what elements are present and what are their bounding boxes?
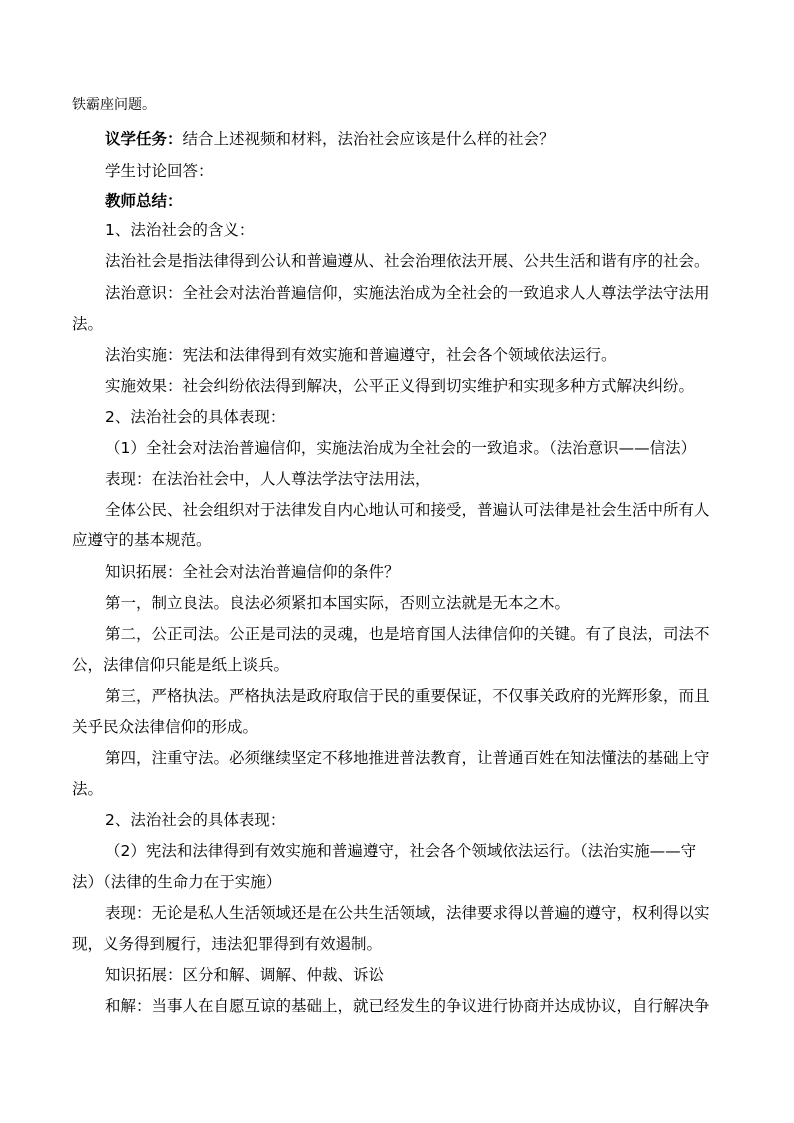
task-text: 结合上述视频和材料，法治社会应该是什么样的社会？ xyxy=(182,130,555,148)
line-knowledge-2: 知识拓展：区分和解、调解、仲裁、诉讼 xyxy=(105,966,385,984)
line-second-cont: 公，法律信仰只能是纸上谈兵。 xyxy=(72,656,290,674)
line-awareness-cont: 法。 xyxy=(72,315,104,333)
line-summary-heading: 教师总结： xyxy=(105,192,183,210)
line-effect: 实施效果：社会纠纷依法得到解决，公平正义得到切实维护和实现多种方式解决纠纷。 xyxy=(105,377,695,395)
line-citizens: 全体公民、社会组织对于法律发自内心地认可和接受，普遍认可法律是社会生活中所有人 xyxy=(105,501,710,519)
line-fourth: 第四，注重守法。必须继续坚定不移地推进普法教育，让普通百姓在知法懂法的基础上守 xyxy=(105,749,710,767)
line-first: 第一，制立良法。良法必须紧扣本国实际，否则立法就是无本之木。 xyxy=(105,594,571,612)
line-implementation: 法治实施：宪法和法律得到有效实施和普遍遵守，社会各个领域依法运行。 xyxy=(105,346,617,364)
line-third: 第三，严格执法。严格执法是政府取信于民的重要保证，不仅事关政府的光辉形象，而且 xyxy=(105,687,710,705)
line-point-1: （1）全社会对法治普遍信仰，实施法治成为全社会的一致追求。（法治意识——信法） xyxy=(105,439,697,457)
line-manifestation: 表现：在法治社会中，人人尊法学法守法用法， xyxy=(105,470,431,488)
line-third-cont: 关乎民众法律信仰的形成。 xyxy=(72,718,259,736)
line-point-2: （2）宪法和法律得到有效实施和普遍遵守，社会各个领域依法运行。（法治实施——守 xyxy=(105,842,697,860)
line-discussion: 学生讨论回答： xyxy=(105,162,214,180)
line-citizens-cont: 应遵守的基本规范。 xyxy=(72,531,212,549)
line-knowledge-1: 知识拓展：全社会对法治普遍信仰的条件？ xyxy=(105,563,400,581)
line-manifestation-2-cont: 现，义务得到履行，违法犯罪得到有效遏制。 xyxy=(72,935,383,953)
line-reconciliation: 和解：当事人在自愿互谅的基础上，就已经发生的争议进行协商并达成协议，自行解决争 xyxy=(105,997,710,1015)
line-task xyxy=(105,129,794,149)
line-awareness: 法治意识：全社会对法治普遍信仰，实施法治成为全社会的一致追求人人尊法学法守法用 xyxy=(105,284,710,302)
line-definition: 法治社会是指法律得到公认和普遍遵从、社会治理依法开展、公共生活和谐有序的社会。 xyxy=(105,252,710,270)
line-section-2: 2、法治社会的具体表现： xyxy=(105,408,286,426)
line-section-1: 1、法治社会的含义： xyxy=(105,221,255,239)
line-fourth-cont: 法。 xyxy=(72,780,104,798)
line-point-2-cont: 法）（法律的生命力在于实施） xyxy=(72,873,282,891)
task-label: 议学任务： xyxy=(105,130,183,148)
line-section-2b: 2、法治社会的具体表现： xyxy=(105,811,286,829)
line-second: 第二，公正司法。公正是司法的灵魂，也是培育国人法律信仰的关键。有了良法，司法不 xyxy=(105,625,710,643)
line-manifestation-2: 表现：无论是私人生活领域还是在公共生活领域，法律要求得以普遍的遵守，权利得以实 xyxy=(105,904,710,922)
line-continuation: 铁霸座问题。 xyxy=(72,97,156,113)
